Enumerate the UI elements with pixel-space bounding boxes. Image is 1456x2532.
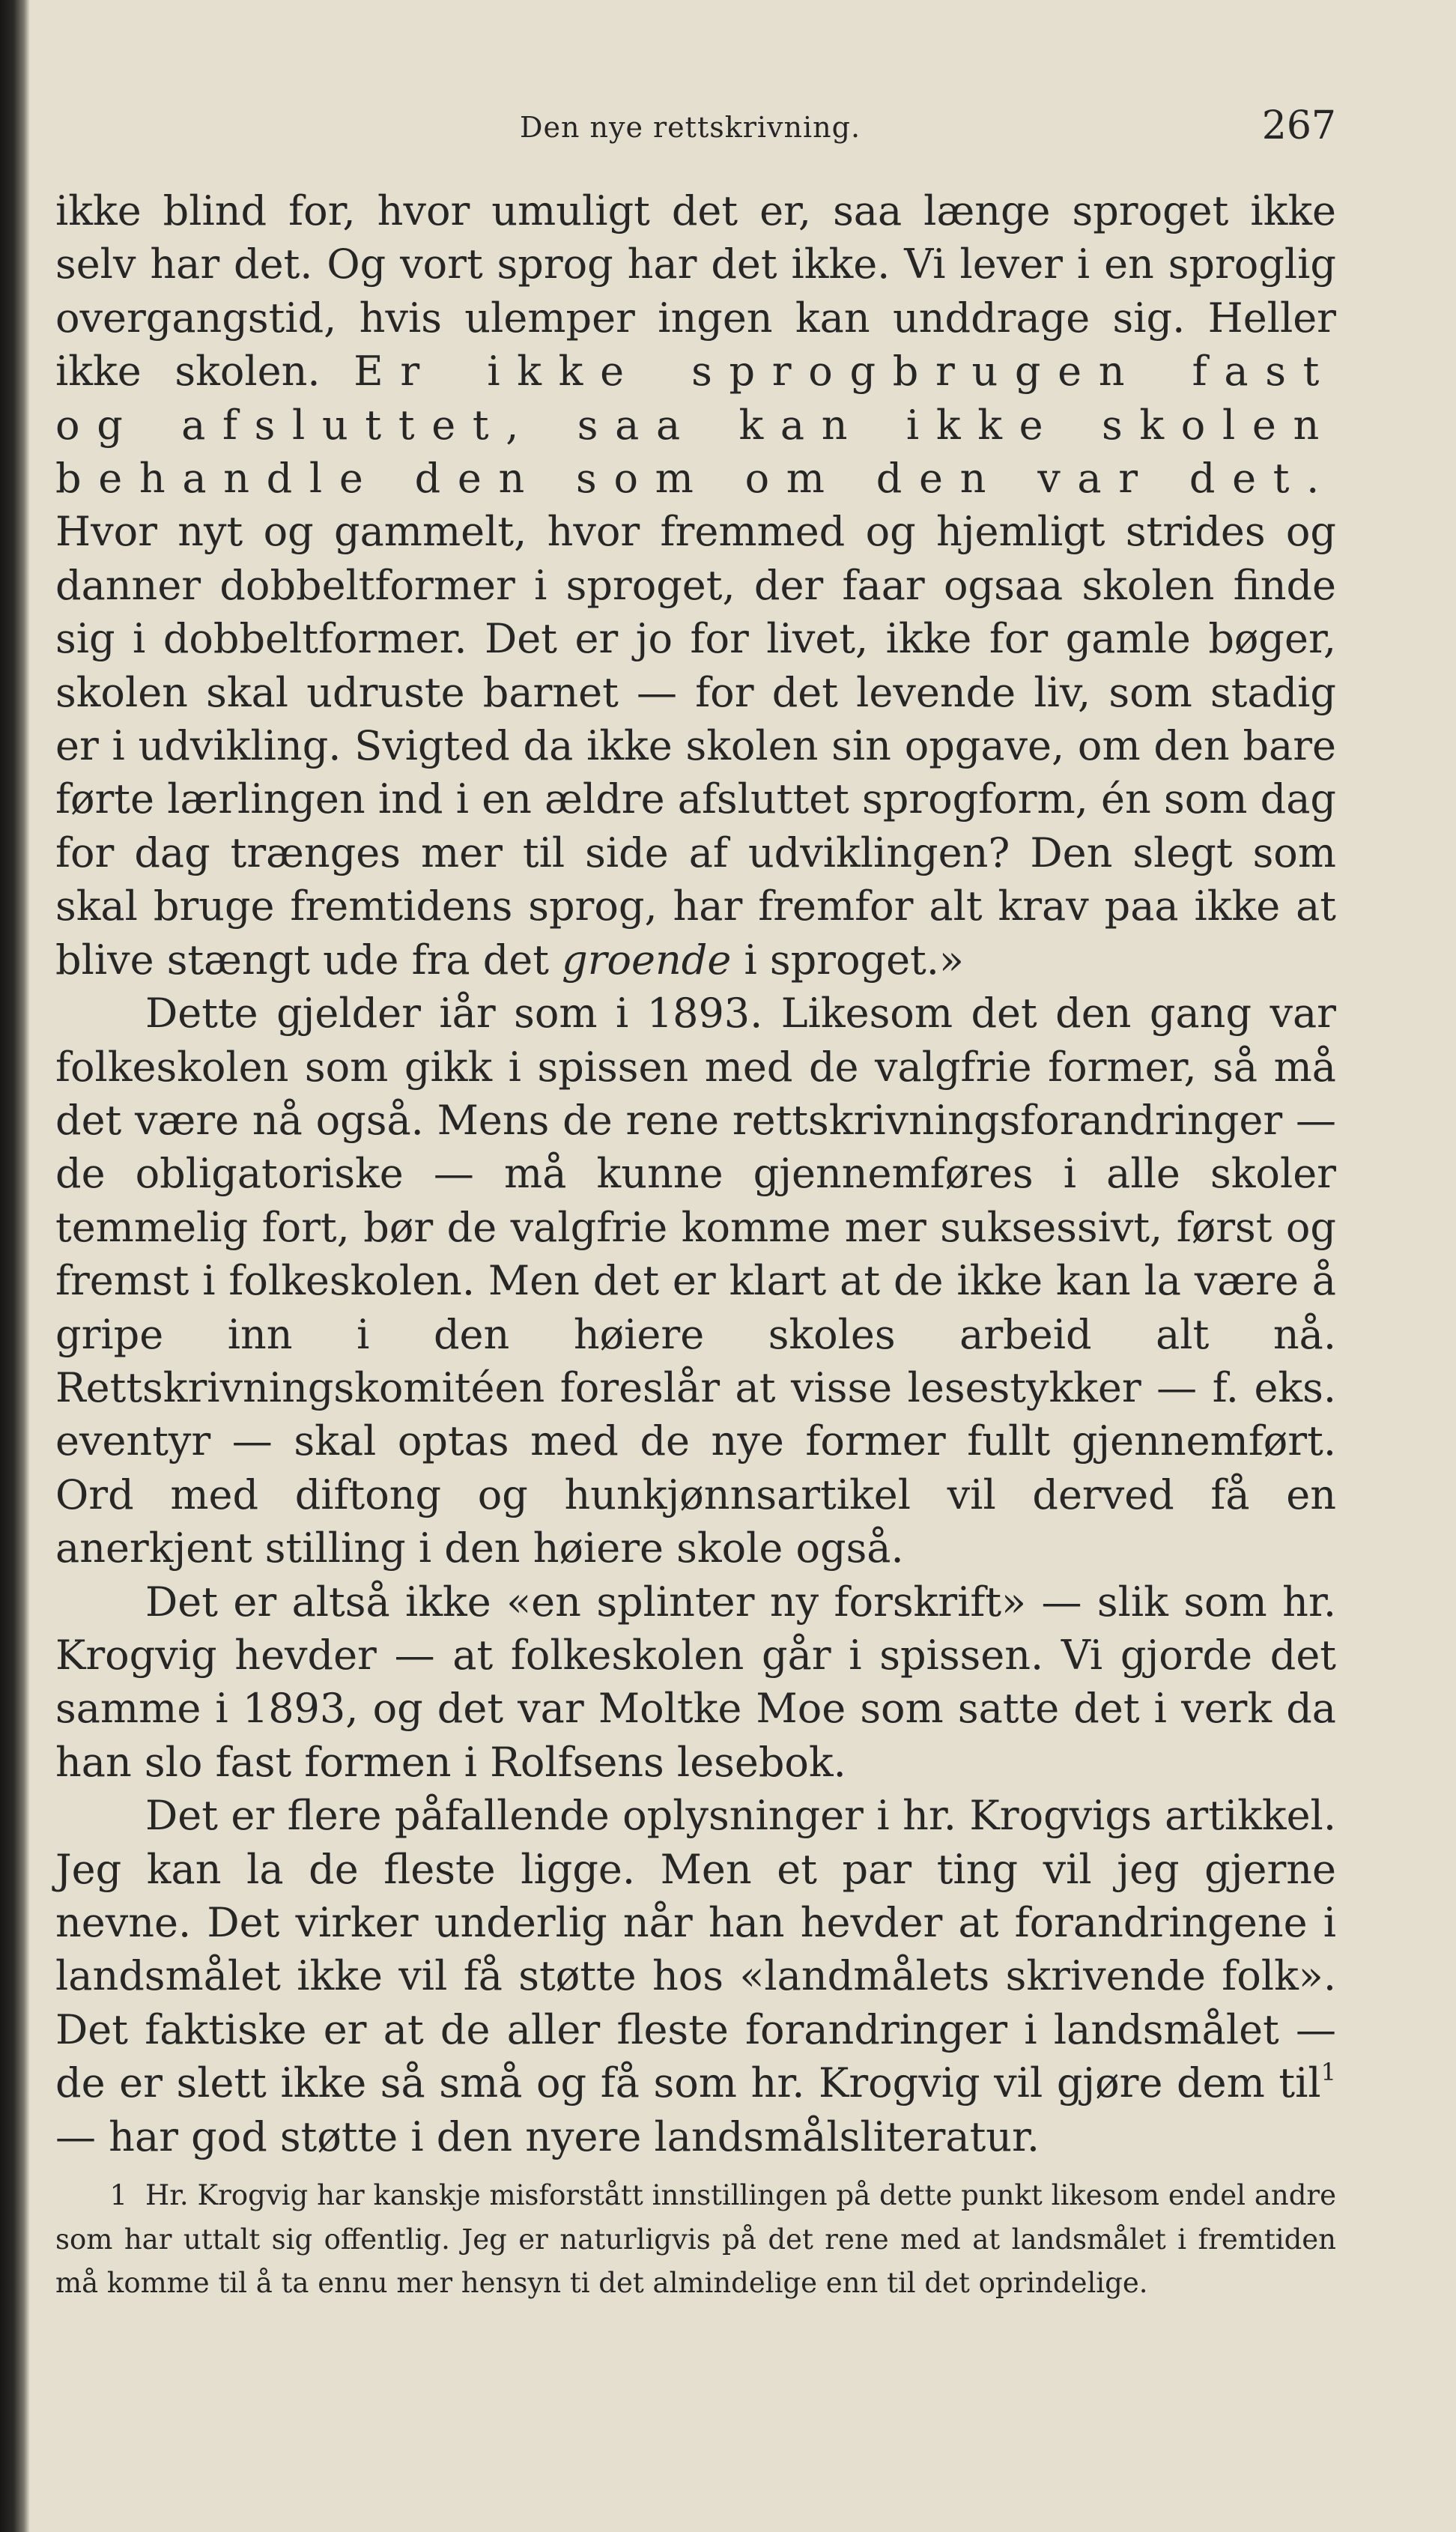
footnote-reference: 1 <box>1320 2058 1336 2087</box>
paragraph-1-text-a: ikke blind for, hvor umuligt det er, saa længe sproget ikke selv har det. Og vort sprog har det ikke. Vi lever i en sproglig overgangstid, hvis ulemper ingen kan unddrage sig. Heller ikke skolen. <box>55 187 1336 396</box>
paragraph-3: Det er altså ikke «en splinter ny forskrift» — slik som hr. Krogvig hevder — at folkeskolen går i spissen. Vi gjorde det samme i 1893, og det var Moltke Moe som satte det i verk da han slo fast formen i Rolfsens lesebok. <box>55 1578 1336 1786</box>
page-number: 267 <box>1261 103 1336 148</box>
paragraph-4-text-a: Det er flere påfallende oplysninger i hr. Krogvigs artikkel. Jeg kan la de fleste ligge. Men et par ting vil jeg gjerne nevne. Det virker underlig når han hevder at forandringene i landsmålet ikke vil få støtte hos «landmålets skrivende folk». Det faktiske er at de aller fleste forandringer i landsmålet — de er slett ikke så små og få som hr. Krogvig vil gjøre dem til <box>55 1792 1336 2107</box>
paragraph-1-text-b: Hvor nyt og gammelt, hvor fremmed og hjemligt strides og danner dobbeltformer i sproget, der faar ogsaa skolen finde sig i dobbeltformer. Det er jo for livet, ikke for gamle bøger, skolen skal udruste barnet — for det levende liv, som stadig er i udvikling. Svigted da ikke skolen sin opgave, om den bare førte lærlingen ind i en ældre afsluttet sprogform, én som dag for dag trænges mer til side af udviklingen? Den slegt som skal bruge fremtidens sprog, har fremfor alt krav paa ikke at blive stængt ude fra det <box>55 508 1336 984</box>
footnote <box>55 2174 1336 2306</box>
book-page <box>55 0 1336 2532</box>
paragraph-1 <box>55 184 1336 987</box>
page-header <box>55 103 1336 163</box>
body-text <box>55 184 1336 2163</box>
paragraph-4 <box>55 1789 1336 2163</box>
paragraph-4-text-b: — har god støtte i den nyere landsmålsliteratur. <box>55 2112 1040 2160</box>
spaced-emphasis: Er ikke sprogbrugen fast og afsluttet, saa kan ikke skolen behandle den som om den var det. <box>55 348 1336 503</box>
running-head: Den nye rettskrivning. <box>520 111 861 144</box>
paragraph-2: Dette gjelder iår som i 1893. Likesom det den gang var folkeskolen som gikk i spissen med de valgfrie former, så må det være nå også. Mens de rene rettskrivningsforandringer — de obligatoriske — må kunne gjennemføres i alle skoler temmelig fort, bør de valgfrie komme mer suksessivt, først og fremst i folkeskolen. Men det er klart at de ikke kan la være å gripe inn i den høiere skoles arbeid alt nå. Rettskrivningskomitéen foreslår at visse lesestykker — f. eks. eventyr — skal optas med de nye former fullt gjennemført. Ord med diftong og hunkjønnsartikel vil derved få en anerkjent stilling i den høiere skole også. <box>55 990 1336 1572</box>
italic-word: groende <box>562 936 732 984</box>
footnote-text: Hr. Krogvig har kanskje misforstått innstillingen på dette punkt likesom endel andre som har uttalt sig offentlig. Jeg er naturligvis på det rene med at landsmålet i fremtiden må komme til å ta ennu mer hensyn ti det almindelige enn til det oprindelige. <box>55 2179 1336 2299</box>
book-binding-shadow <box>0 0 30 2532</box>
footnote-mark: 1 <box>109 2179 127 2211</box>
paragraph-1-text-c: i sproget.» <box>731 936 964 984</box>
